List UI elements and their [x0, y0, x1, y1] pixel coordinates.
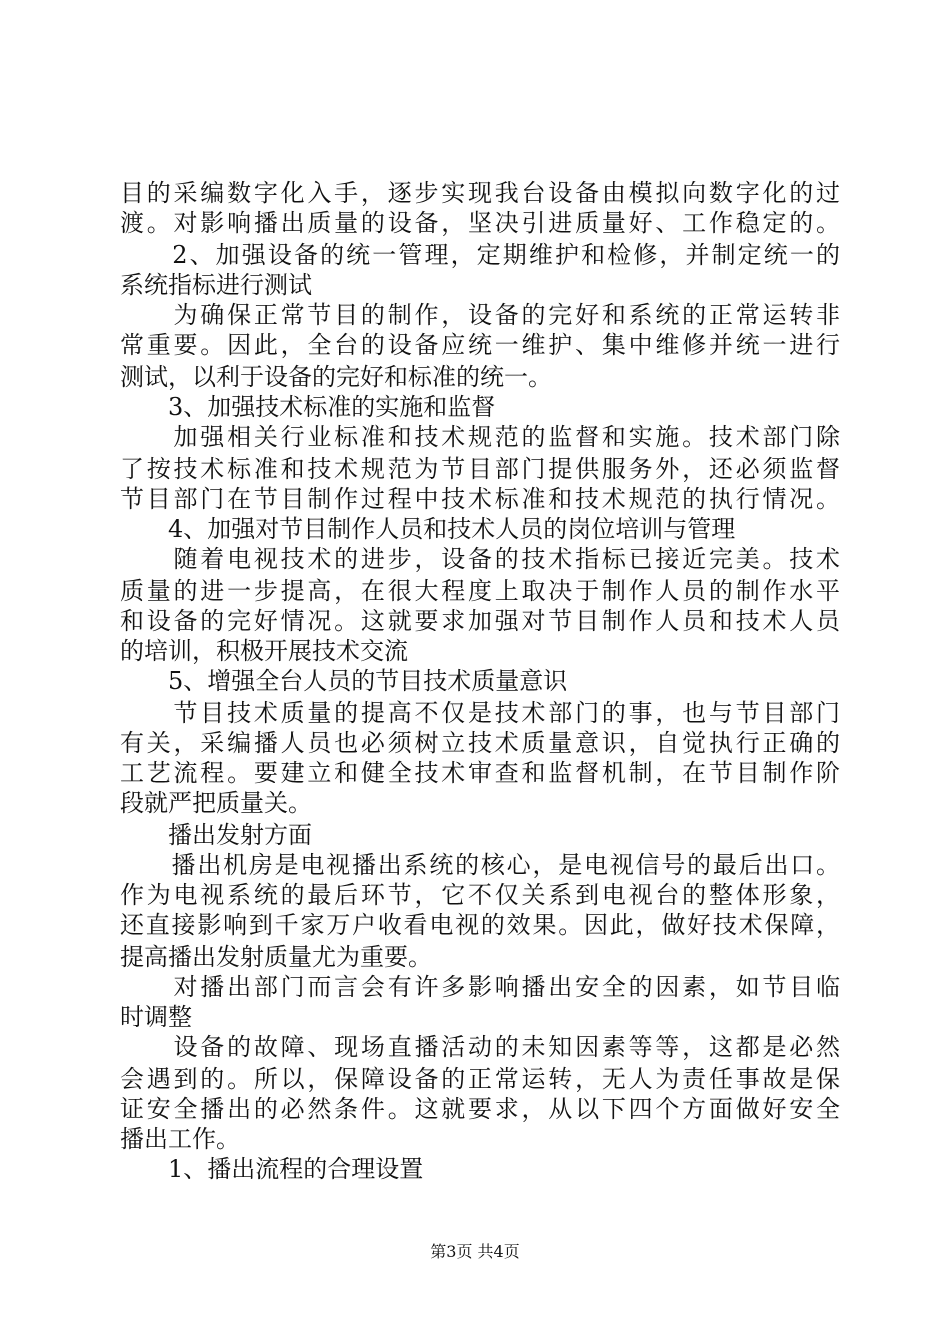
body-line: 有关，采编播人员也必须树立技术质量意识，自觉执行正确的 — [120, 729, 840, 757]
body-line: 质量的进一步提高，在很大程度上取决于制作人员的制作水平 — [120, 577, 840, 605]
body-line: 对播出部门而言会有许多影响播出安全的因素，如节目临 — [120, 973, 840, 1001]
body-line: 的培训，积极开展技术交流 — [120, 637, 408, 665]
body-line: 还直接影响到千家万户收看电视的效果。因此，做好技术保障， — [120, 911, 840, 939]
body-line: 播出机房是电视播出系统的核心，是电视信号的最后出口。 — [120, 851, 840, 879]
body-line: 测试，以利于设备的完好和标准的统一。 — [120, 363, 552, 391]
body-line: 渡。对影响播出质量的设备，坚决引进质量好、工作稳定的。 — [120, 209, 840, 237]
body-line: 会遇到的。所以，保障设备的正常运转，无人为责任事故是保 — [120, 1065, 840, 1093]
section-heading: 5、增强全台人员的节目技术质量意识 — [120, 667, 568, 695]
body-line: 和设备的完好情况。这就要求加强对节目制作人员和技术人员 — [120, 607, 840, 635]
body-line: 节目部门在节目制作过程中技术标准和技术规范的执行情况。 — [120, 485, 840, 513]
body-line: 设备的故障、现场直播活动的未知因素等等，这都是必然 — [120, 1033, 840, 1061]
section-heading: 4、加强对节目制作人员和技术人员的岗位培训与管理 — [120, 515, 736, 543]
body-line: 播出工作。 — [120, 1125, 240, 1153]
section-heading: 3、加强技术标准的实施和监督 — [120, 393, 496, 421]
section-heading: 1、播出流程的合理设置 — [120, 1155, 424, 1183]
body-line: 段就严把质量关。 — [120, 789, 312, 817]
body-line: 了按技术标准和技术规范为节目部门提供服务外，还必须监督 — [120, 455, 840, 483]
body-line: 目的采编数字化入手，逐步实现我台设备由模拟向数字化的过 — [120, 179, 840, 207]
body-line: 为确保正常节目的制作，设备的完好和系统的正常运转非 — [120, 301, 840, 329]
body-line: 节目技术质量的提高不仅是技术部门的事，也与节目部门 — [120, 699, 840, 727]
body-line: 时调整 — [120, 1003, 192, 1031]
section-heading: 2、加强设备的统一管理，定期维护和检修，并制定统一的 — [120, 241, 840, 269]
section-heading: 播出发射方面 — [120, 821, 312, 849]
body-line: 随着电视技术的进步，设备的技术指标已接近完美。技术 — [120, 545, 840, 573]
body-line: 常重要。因此，全台的设备应统一维护、集中维修并统一进行 — [120, 331, 840, 359]
section-heading: 系统指标进行测试 — [120, 271, 312, 299]
body-line: 提高播出发射质量尤为重要。 — [120, 943, 432, 971]
page-footer: 第3页 共4页 — [430, 1242, 520, 1261]
body-line: 加强相关行业标准和技术规范的监督和实施。技术部门除 — [120, 423, 840, 451]
body-line: 证安全播出的必然条件。这就要求，从以下四个方面做好安全 — [120, 1095, 840, 1123]
body-line: 工艺流程。要建立和健全技术审查和监督机制，在节目制作阶 — [120, 759, 840, 787]
body-line: 作为电视系统的最后环节，它不仅关系到电视台的整体形象， — [120, 881, 840, 909]
